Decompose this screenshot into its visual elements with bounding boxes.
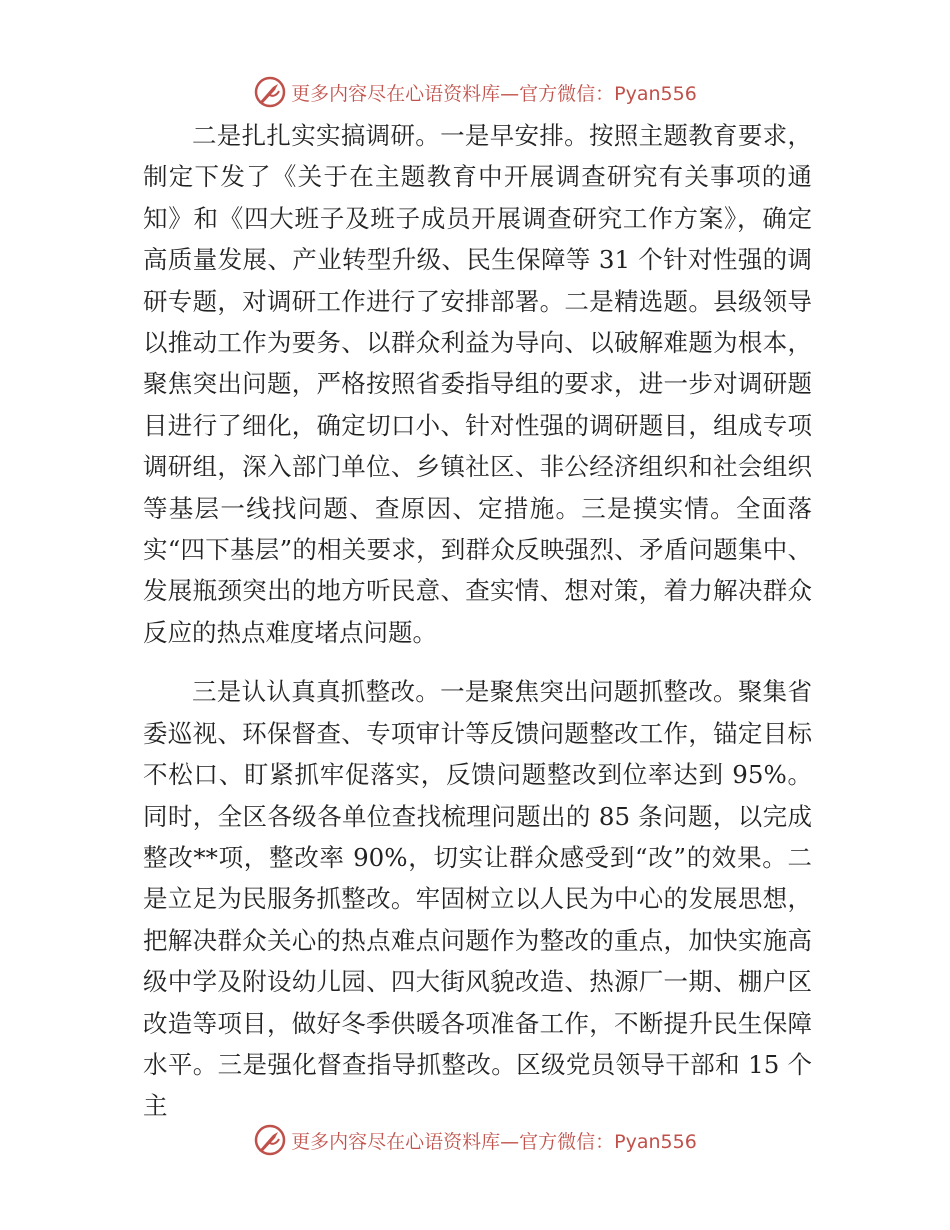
pen-logo-icon	[253, 1123, 287, 1157]
pen-logo-icon	[253, 75, 287, 109]
header-banner-text: 更多内容尽在心语资料库—官方微信：Pyan556	[291, 82, 697, 105]
document-body	[143, 115, 812, 1127]
header-watermark-banner	[0, 70, 950, 114]
paragraph-research: 二是扎扎实实搞调研。一是早安排。按照主题教育要求，制定下发了《关于在主题教育中开展调查研究有关事项的通知》和《四大班子及班子成员开展调查研究工作方案》，确定高质量发展、产业转型升级、民生保障等 31 个针对性强的调研专题，对调研工作进行了安排部署。二是精选题。县级领导以推动工作为要务、以群众利益为导向、以破解难题为根本，聚焦突出问题，严格按照省委指导组的要求，进一步对调研题目进行了细化，确定切口小、针对性强的调研题目，组成专项调研组，深入部门单位、乡镇社区、非公经济组织和社会组织等基层一线找问题、查原因、定措施。三是摸实情。全面落实“四下基层”的相关要求，到群众反映强烈、矛盾问题集中、发展瓶颈突出的地方听民意、查实情、想对策，着力解决群众反应的热点难度堵点问题。	[143, 121, 812, 647]
footer-watermark-banner	[0, 1118, 950, 1162]
paragraph-rectification: 三是认认真真抓整改。一是聚焦突出问题抓整改。聚集省委巡视、环保督查、专项审计等反馈问题整改工作，锚定目标不松口、盯紧抓牢促落实，反馈问题整改到位率达到 95%。同时，全区各级各单位查找梳理问题出的 85 条问题，以完成整改**项，整改率 90%，切实让群众感受到“改”的效果。二是立足为民服务抓整改。牢固树立以人民为中心的发展思想，把解决群众关心的热点难点问题作为整改的重点，加快实施高级中学及附设幼儿园、四大街风貌改造、热源厂一期、棚户区改造等项目，做好冬季供暖各项准备工作，不断提升民生保障水平。三是强化督查指导抓整改。区级党员领导干部和 15 个主	[143, 677, 812, 1121]
footer-banner-text: 更多内容尽在心语资料库—官方微信：Pyan556	[291, 1130, 697, 1153]
